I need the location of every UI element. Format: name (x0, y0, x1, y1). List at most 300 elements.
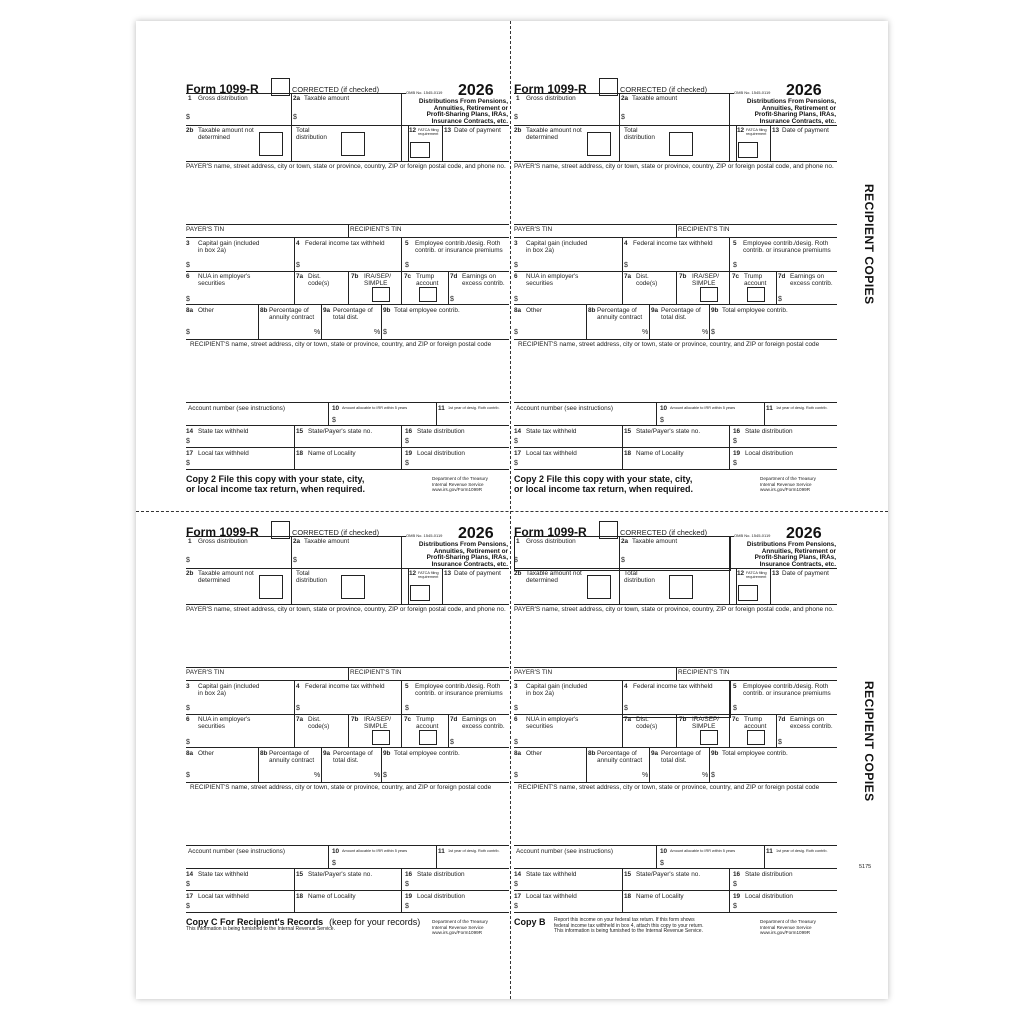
rule (776, 714, 777, 747)
box9a-number: 9a (651, 307, 659, 314)
rule (729, 447, 730, 469)
corrected-label: CORRECTED (if checked) (620, 528, 708, 537)
box7b-label: IRA/SEP/ SIMPLE (364, 273, 391, 287)
box12-label: FATCA filing requirement (746, 571, 767, 579)
box10-label: Amount allocable to IRR within 5 years (342, 849, 408, 853)
horizontal-cut-line (136, 511, 888, 512)
box2a-label: Taxable amount (304, 538, 350, 545)
side-label-top: RECIPIENT COPIES (862, 184, 876, 305)
form-copy-4 (514, 525, 837, 944)
box2a-label: Taxable amount (632, 538, 678, 545)
box19-number: 19 (733, 450, 741, 457)
box18-label: Name of Locality (636, 893, 684, 900)
box5-number: 5 (405, 240, 409, 247)
ira-sep-simple-checkbox[interactable] (372, 287, 390, 302)
box7b-label: IRA/SEP/ SIMPLE (364, 716, 391, 730)
box8b-number: 8b (588, 307, 596, 314)
box12-label: FATCA filing requirement (746, 128, 767, 136)
recipient-tin-label: RECIPIENT'S TIN (350, 226, 402, 233)
account-number-label: Account number (see instructions) (516, 848, 613, 855)
box12-label: FATCA filing requirement (418, 571, 439, 579)
box7c-number: 7c (404, 716, 412, 723)
rule (321, 747, 322, 782)
recipient-tin-label: RECIPIENT'S TIN (678, 669, 730, 676)
box18-number: 18 (296, 893, 304, 900)
department-line: Department of the Treasury (432, 919, 488, 924)
box11-number: 11 (766, 405, 773, 412)
rule (186, 890, 509, 891)
rule (186, 845, 509, 846)
box2b-label: Taxable amount not determined (198, 570, 254, 584)
rule (401, 93, 402, 161)
department-line: Department of the Treasury (760, 476, 816, 481)
recipient-name-label: RECIPIENT'S name, street address, city or town, state or province, country, and ZIP or foreign postal code (190, 341, 492, 348)
box17-label: Local tax withheld (526, 893, 577, 900)
box1-label: Gross distribution (526, 538, 576, 545)
form-subtitle-line: Insurance Contracts, etc. (431, 118, 508, 126)
box16-label: State distribution (745, 428, 793, 435)
rule (186, 680, 509, 681)
box16-number: 16 (405, 428, 413, 435)
rule (294, 890, 295, 912)
form-subtitle-line: Distributions From Pensions, (418, 98, 508, 105)
tax-year: 2026 (786, 525, 822, 542)
box2b-label: Taxable amount not determined (198, 127, 254, 141)
box7c-number: 7c (404, 273, 412, 280)
recipient-name-label: RECIPIENT'S name, street address, city or town, state or province, country, and ZIP or foreign postal code (190, 784, 492, 791)
box14-number: 14 (514, 871, 522, 878)
dollar-sign: $ (514, 460, 518, 467)
dollar-sign: $ (514, 262, 518, 269)
recipient-name-label: RECIPIENT'S name, street address, city or town, state or province, country, and ZIP or foreign postal code (518, 784, 820, 791)
box10-number: 10 (332, 848, 340, 855)
box1-number: 1 (516, 538, 520, 545)
box16-number: 16 (733, 428, 741, 435)
rule (321, 304, 322, 339)
box2a-label: Taxable amount (632, 95, 678, 102)
box13-number: 13 (772, 570, 780, 577)
rule (186, 604, 509, 605)
omb-number: OMB No. 1545-0119 (734, 90, 771, 95)
box19-label: Local distribution (745, 893, 793, 900)
total-distribution-checkbox[interactable] (669, 575, 693, 599)
box19-number: 19 (405, 893, 413, 900)
payer-tin-label: PAYER'S TIN (514, 226, 553, 233)
taxable-not-determined-checkbox[interactable] (259, 575, 283, 599)
dollar-sign: $ (186, 881, 190, 888)
rule (709, 747, 710, 782)
box12-number: 12 (409, 127, 417, 134)
box7c-label: Trump account (744, 716, 767, 730)
rule (622, 237, 623, 271)
box2b-number: 2b (186, 570, 194, 577)
dollar-sign: $ (711, 772, 715, 779)
dollar-sign: $ (293, 114, 297, 121)
rule (514, 93, 734, 94)
percent-sign: % (702, 329, 709, 336)
dollar-sign: $ (186, 296, 190, 303)
rule (514, 747, 837, 748)
box13-number: 13 (444, 570, 452, 577)
rule (436, 402, 437, 425)
box14-number: 14 (514, 428, 522, 435)
box4-number: 4 (624, 683, 628, 690)
total-distribution-label: Total distribution (296, 127, 327, 141)
percent-sign: % (642, 329, 649, 336)
box11-number: 11 (438, 405, 445, 412)
box7a-label: Dist. code(s) (636, 273, 658, 287)
taxable-not-determined-checkbox[interactable] (587, 132, 611, 156)
payer-name-label: PAYER'S name, street address, city or town, state or province, country, ZIP or foreign postal code, and phone no. (514, 606, 834, 613)
box7d-label: Earnings on excess contrib. (790, 716, 833, 730)
dollar-sign: $ (332, 417, 336, 424)
tax-year: 2026 (458, 525, 494, 542)
box15-label: State/Payer's state no. (308, 871, 373, 878)
box13-label: Date of payment (782, 570, 829, 577)
rule (514, 304, 837, 305)
rule (294, 425, 295, 447)
box16-number: 16 (733, 871, 741, 878)
rule (348, 667, 349, 680)
rule (448, 271, 449, 304)
rule (442, 125, 443, 161)
department-line: Department of the Treasury (432, 476, 488, 481)
rule (729, 890, 730, 912)
box6-label: NUA in employer's securities (526, 273, 579, 287)
payer-name-label: PAYER'S name, street address, city or town, state or province, country, ZIP or foreign postal code, and phone no. (186, 163, 506, 170)
box1-label: Gross distribution (198, 538, 248, 545)
box8b-number: 8b (260, 750, 268, 757)
box18-label: Name of Locality (308, 450, 356, 457)
copy-instruction-line: Report this income on your federal tax return. If this form shows (554, 917, 695, 923)
dollar-sign: $ (186, 460, 190, 467)
box6-label: NUA in employer's securities (198, 716, 251, 730)
box11-label: 1st year of desig. Roth contrib. (776, 849, 828, 853)
form-subtitle-line: Annuities, Retirement or (433, 104, 508, 112)
department-line: www.irs.gov/Form1099R (760, 487, 811, 493)
box13-number: 13 (444, 127, 452, 134)
box14-number: 14 (186, 428, 194, 435)
box15-number: 15 (624, 428, 632, 435)
box7d-label: Earnings on excess contrib. (462, 716, 505, 730)
box7a-number: 7a (296, 716, 304, 723)
dollar-sign: $ (186, 114, 190, 121)
ira-sep-simple-checkbox[interactable] (700, 730, 718, 745)
box7c-number: 7c (732, 716, 740, 723)
rule (514, 402, 837, 403)
rule (294, 237, 295, 271)
form-subtitle-line: Insurance Contracts, etc. (759, 561, 836, 569)
dollar-sign: $ (733, 881, 737, 888)
box4-number: 4 (296, 683, 300, 690)
ira-sep-simple-checkbox[interactable] (700, 287, 718, 302)
copy-title-line: Copy 2 File this copy with your state, city, (514, 474, 693, 484)
box14-number: 14 (186, 871, 194, 878)
fatca-checkbox[interactable] (738, 585, 758, 601)
account-number-label: Account number (see instructions) (188, 848, 285, 855)
dollar-sign: $ (450, 296, 454, 303)
rule (258, 747, 259, 782)
percent-sign: % (374, 772, 381, 779)
dollar-sign: $ (405, 438, 409, 445)
box4-highlight (622, 680, 731, 718)
dollar-sign: $ (514, 114, 518, 121)
box7d-number: 7d (778, 716, 786, 723)
box7c-number: 7c (732, 273, 740, 280)
box10-label: Amount allocable to IRR within 5 years (342, 406, 408, 410)
box7a-number: 7a (296, 273, 304, 280)
box7b-number: 7b (679, 716, 687, 723)
box9a-label: Percentage of total dist. (333, 307, 373, 321)
fatca-checkbox[interactable] (410, 142, 430, 158)
box6-number: 6 (186, 273, 190, 280)
trump-account-checkbox[interactable] (419, 287, 437, 302)
rule (770, 568, 771, 604)
box16-label: State distribution (417, 871, 465, 878)
department-line: Internal Revenue Service (760, 481, 812, 487)
box7b-number: 7b (679, 273, 687, 280)
dollar-sign: $ (514, 296, 518, 303)
account-number-label: Account number (see instructions) (188, 405, 285, 412)
rule (348, 271, 349, 304)
rule (436, 845, 437, 868)
copy-title-line: or local income tax return, when required. (514, 484, 694, 494)
box17-label: Local tax withheld (198, 450, 249, 457)
box5-label: Employee contrib./desig. Roth contrib. or insurance premiums (415, 683, 503, 697)
form-code: 5175 (859, 864, 872, 870)
dollar-sign: $ (778, 739, 782, 746)
dollar-sign: $ (621, 114, 625, 121)
box15-number: 15 (624, 871, 632, 878)
rule (186, 536, 406, 537)
box9b-label: Total employee contrib. (394, 307, 460, 314)
box10-number: 10 (660, 848, 668, 855)
box9b-label: Total employee contrib. (722, 750, 788, 757)
rule (401, 237, 402, 271)
rule (676, 714, 677, 747)
department-line: Internal Revenue Service (760, 924, 812, 930)
rule (186, 339, 509, 340)
dollar-sign: $ (711, 329, 715, 336)
copy-instruction-line: This information is being furnished to the Internal Revenue Service. (186, 926, 335, 932)
total-distribution-checkbox[interactable] (341, 132, 365, 156)
rule (676, 271, 677, 304)
box11-label: 1st year of desig. Roth contrib. (448, 849, 500, 853)
box8b-label: Percentage of annuity contract (597, 307, 643, 321)
box1-number: 1 (188, 95, 192, 102)
taxable-not-determined-checkbox[interactable] (259, 132, 283, 156)
rule (401, 447, 402, 469)
box3-label: Capital gain (included in box 2a) (198, 683, 260, 697)
box17-label: Local tax withheld (526, 450, 577, 457)
box7b-number: 7b (351, 716, 359, 723)
box16-label: State distribution (417, 428, 465, 435)
rule (401, 680, 402, 714)
corrected-label: CORRECTED (if checked) (620, 85, 708, 94)
box8a-label: Other (198, 307, 214, 314)
trump-account-checkbox[interactable] (747, 730, 765, 745)
rule (186, 304, 509, 305)
box1-number: 1 (516, 95, 520, 102)
box13-label: Date of payment (454, 127, 501, 134)
box7d-label: Earnings on excess contrib. (462, 273, 505, 287)
dollar-sign: $ (186, 903, 190, 910)
rule (729, 93, 730, 161)
box4-label: Federal income tax withheld (633, 240, 713, 247)
recipient-tin-label: RECIPIENT'S TIN (350, 669, 402, 676)
box19-label: Local distribution (417, 893, 465, 900)
box9b-number: 9b (383, 307, 391, 314)
box2b-label: Taxable amount not determined (526, 127, 582, 141)
tax-year: 2026 (786, 82, 822, 99)
rule (291, 536, 292, 604)
rule (729, 237, 730, 271)
box14-label: State tax withheld (526, 428, 577, 435)
box6-label: NUA in employer's securities (526, 716, 579, 730)
dollar-sign: $ (624, 705, 628, 712)
rule (514, 469, 837, 470)
rule (770, 125, 771, 161)
fatca-checkbox[interactable] (410, 585, 430, 601)
recipient-tin-label: RECIPIENT'S TIN (678, 226, 730, 233)
box5-label: Employee contrib./desig. Roth contrib. or insurance premiums (743, 683, 831, 697)
form-subtitle-line: Distributions From Pensions, (746, 98, 836, 105)
rule (514, 425, 837, 426)
box9b-number: 9b (711, 750, 719, 757)
rule (649, 747, 650, 782)
taxable-not-determined-checkbox[interactable] (587, 575, 611, 599)
dollar-sign: $ (621, 557, 625, 564)
dollar-sign: $ (514, 903, 518, 910)
box1-label: Gross distribution (526, 95, 576, 102)
box3-label: Capital gain (included in box 2a) (526, 683, 588, 697)
box14-label: State tax withheld (198, 428, 249, 435)
omb-number: OMB No. 1545-0119 (406, 533, 443, 538)
box19-number: 19 (405, 450, 413, 457)
box5-number: 5 (405, 683, 409, 690)
dollar-sign: $ (405, 881, 409, 888)
box4-label: Federal income tax withheld (305, 683, 385, 690)
box6-number: 6 (186, 716, 190, 723)
box8a-number: 8a (186, 750, 194, 757)
dollar-sign: $ (186, 772, 190, 779)
dollar-sign: $ (514, 438, 518, 445)
box9b-number: 9b (383, 750, 391, 757)
box8b-label: Percentage of annuity contract (269, 307, 315, 321)
box2b-label: Taxable amount not determined (526, 570, 582, 584)
box18-number: 18 (296, 450, 304, 457)
box9a-label: Percentage of total dist. (333, 750, 373, 764)
rule (514, 604, 837, 605)
rule (622, 271, 623, 304)
rule (186, 868, 509, 869)
dollar-sign: $ (332, 860, 336, 867)
dollar-sign: $ (660, 417, 664, 424)
rule (186, 125, 509, 126)
box8a-number: 8a (186, 307, 194, 314)
rule (401, 890, 402, 912)
form-title: Form 1099-R (514, 82, 587, 96)
box17-number: 17 (514, 450, 522, 457)
box11-label: 1st year of desig. Roth contrib. (448, 406, 500, 410)
dollar-sign: $ (296, 705, 300, 712)
box9a-number: 9a (323, 307, 331, 314)
ira-sep-simple-checkbox[interactable] (372, 730, 390, 745)
copy-title-line: Copy 2 File this copy with your state, city, (186, 474, 365, 484)
copy-title-line: Copy B (514, 917, 546, 927)
box8b-label: Percentage of annuity contract (269, 750, 315, 764)
box15-label: State/Payer's state no. (636, 871, 701, 878)
trump-account-checkbox[interactable] (747, 287, 765, 302)
dollar-sign: $ (383, 329, 387, 336)
box14-label: State tax withheld (198, 871, 249, 878)
total-distribution-checkbox[interactable] (669, 132, 693, 156)
box15-label: State/Payer's state no. (308, 428, 373, 435)
box7d-number: 7d (778, 273, 786, 280)
rule (649, 304, 650, 339)
percent-sign: % (314, 329, 321, 336)
dollar-sign: $ (660, 860, 664, 867)
total-distribution-label: Total distribution (296, 570, 327, 584)
trump-account-checkbox[interactable] (419, 730, 437, 745)
box8a-label: Other (198, 750, 214, 757)
rule (586, 747, 587, 782)
form-subtitle-line: Distributions From Pensions, (746, 541, 836, 548)
box13-label: Date of payment (782, 127, 829, 134)
rule (186, 425, 509, 426)
box9b-number: 9b (711, 307, 719, 314)
rule (186, 402, 509, 403)
box8b-label: Percentage of annuity contract (597, 750, 643, 764)
dollar-sign: $ (733, 460, 737, 467)
form-copy-3 (186, 525, 509, 944)
omb-number: OMB No. 1545-0119 (734, 533, 771, 538)
box7c-label: Trump account (744, 273, 767, 287)
form-subtitle-line: Insurance Contracts, etc. (431, 561, 508, 569)
box8a-label: Other (526, 750, 542, 757)
rule (381, 304, 382, 339)
dollar-sign: $ (383, 772, 387, 779)
dollar-sign: $ (450, 739, 454, 746)
dollar-sign: $ (186, 705, 190, 712)
department-line: Department of the Treasury (760, 919, 816, 924)
rule (514, 161, 837, 162)
dollar-sign: $ (733, 438, 737, 445)
form-subtitle-line: Profit-Sharing Plans, IRAs, (754, 111, 836, 119)
box11-number: 11 (438, 848, 445, 855)
box8a-label: Other (526, 307, 542, 314)
rule (729, 868, 730, 890)
dollar-sign: $ (733, 262, 737, 269)
box15-number: 15 (296, 428, 304, 435)
box7c-label: Trump account (416, 273, 439, 287)
box19-number: 19 (733, 893, 741, 900)
total-distribution-checkbox[interactable] (341, 575, 365, 599)
dollar-sign: $ (186, 557, 190, 564)
box10-number: 10 (332, 405, 340, 412)
rule (764, 845, 765, 868)
rule (622, 890, 623, 912)
rule (656, 402, 657, 425)
fatca-checkbox[interactable] (738, 142, 758, 158)
payer-tin-label: PAYER'S TIN (514, 669, 553, 676)
box13-number: 13 (772, 127, 780, 134)
box2a-number: 2a (293, 95, 301, 102)
box18-number: 18 (624, 450, 632, 457)
box3-number: 3 (514, 683, 518, 690)
box15-label: State/Payer's state no. (636, 428, 701, 435)
dollar-sign: $ (186, 438, 190, 445)
